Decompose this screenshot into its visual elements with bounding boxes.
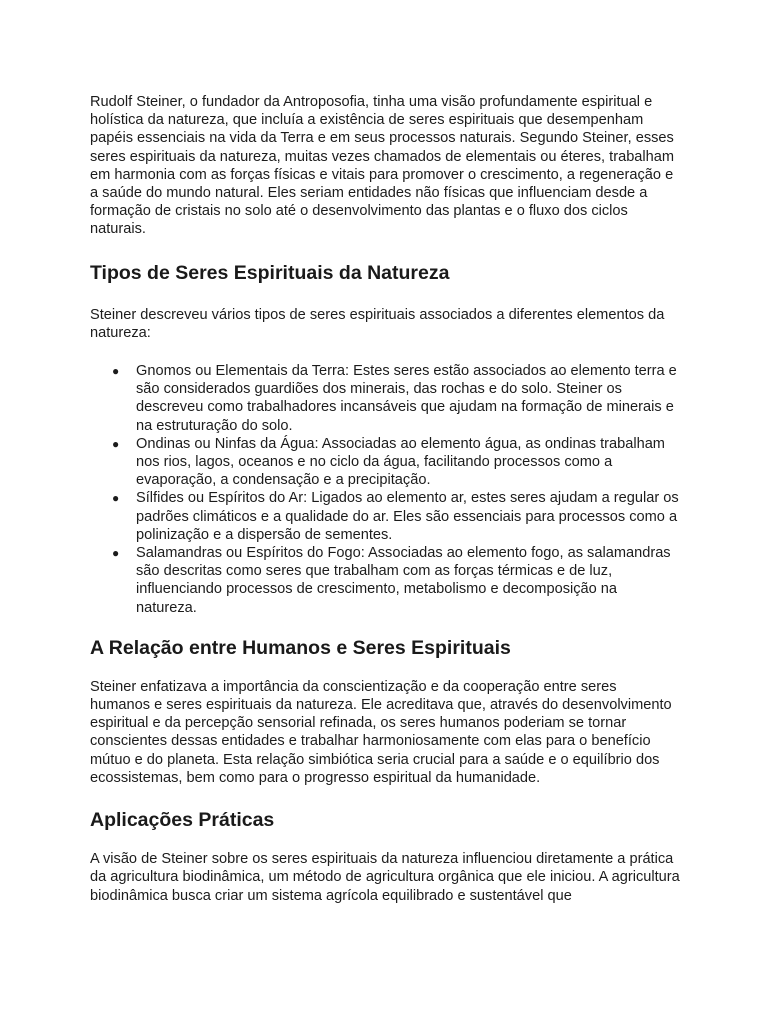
section-paragraph-tipos: Steiner descreveu vários tipos de seres espirituais associados a diferentes elementos da natureza:	[90, 306, 665, 341]
section-heading-aplicacoes: Aplicações Práticas	[90, 809, 275, 832]
list-item-text: Salamandras ou Espíritos do Fogo: Associadas ao elemento fogo, as salamandras são descritas como seres que trabalham com as forças térmicas e de luz, influenciando processos de crescimento, metabolismo e decomposição na natureza.	[136, 545, 671, 616]
list-item	[90, 489, 680, 544]
bullet-icon: ●	[112, 546, 120, 561]
list-item	[90, 435, 680, 490]
list-item	[90, 362, 680, 435]
section-paragraph-aplicacoes: A visão de Steiner sobre os seres espirituais da natureza influenciou diretamente a prática da agricultura biodinâmica, um método de agricultura orgânica que ele iniciou. A agricultura biodinâmica busca criar um sistema agrícola equilibrado e sustentável que	[90, 851, 680, 904]
bullet-list	[90, 362, 680, 617]
list-item-text: Sílfides ou Espíritos do Ar: Ligados ao elemento ar, estes seres ajudam a regular os padrões climáticos e a qualidade do ar. Eles são essenciais para processos como a polinização e a dispersão de sementes.	[136, 490, 679, 543]
document-page	[90, 93, 680, 905]
list-item-text: Ondinas ou Ninfas da Água: Associadas ao elemento água, as ondinas trabalham nos rios, lagos, oceanos e no ciclo da água, facilitando processos como a evaporação, a condensação e a precipitação.	[136, 435, 665, 489]
list-item-text: Gnomos ou Elementais da Terra: Estes seres estão associados ao elemento terra e são considerados guardiões dos minerais, das rochas e do solo. Steiner os descreveu como trabalhadores incansáveis que ajudam na formação de minerais e na estruturação do solo.	[136, 363, 677, 434]
intro-paragraph: Rudolf Steiner, o fundador da Antroposofia, tinha uma visão profundamente espiritual e holística da natureza, que incluía a existência de seres espirituais que desempenham papéis essenciais na vida da Terra e em seus processos naturais. Segundo Steiner, esses seres espirituais da natureza, muitas vezes chamados de elementais ou éteres, trabalham em harmonia com as forças físicas e vitais para promover o crescimento, a regeneração e a saúde do mundo natural. Eles seriam entidades não físicas que influenciam desde a formação de cristais no solo até o desenvolvimento das plantas e o fluxo dos ciclos naturais.	[90, 94, 675, 238]
bullet-icon: ●	[112, 491, 120, 506]
section-paragraph-relacao: Steiner enfatizava a importância da conscientização e da cooperação entre seres humanos e seres espirituais da natureza. Ele acreditava que, através do desenvolvimento espiritual e da percepção sensorial refinada, os seres humanos poderiam se tornar conscientes dessas entidades e trabalhar harmoniosamente com elas para o benefício mútuo e do planeta. Esta relação simbiótica seria crucial para a saúde e o equilíbrio dos ecossistemas, bem como para o progresso espiritual da humanidade.	[90, 678, 672, 786]
list-item	[90, 544, 680, 617]
bullet-icon: ●	[112, 436, 120, 451]
section-heading-relacao: A Relação entre Humanos e Seres Espirituais	[90, 636, 511, 659]
section-heading-tipos: Tipos de Seres Espirituais da Natureza	[90, 261, 450, 284]
bullet-icon: ●	[112, 364, 120, 379]
